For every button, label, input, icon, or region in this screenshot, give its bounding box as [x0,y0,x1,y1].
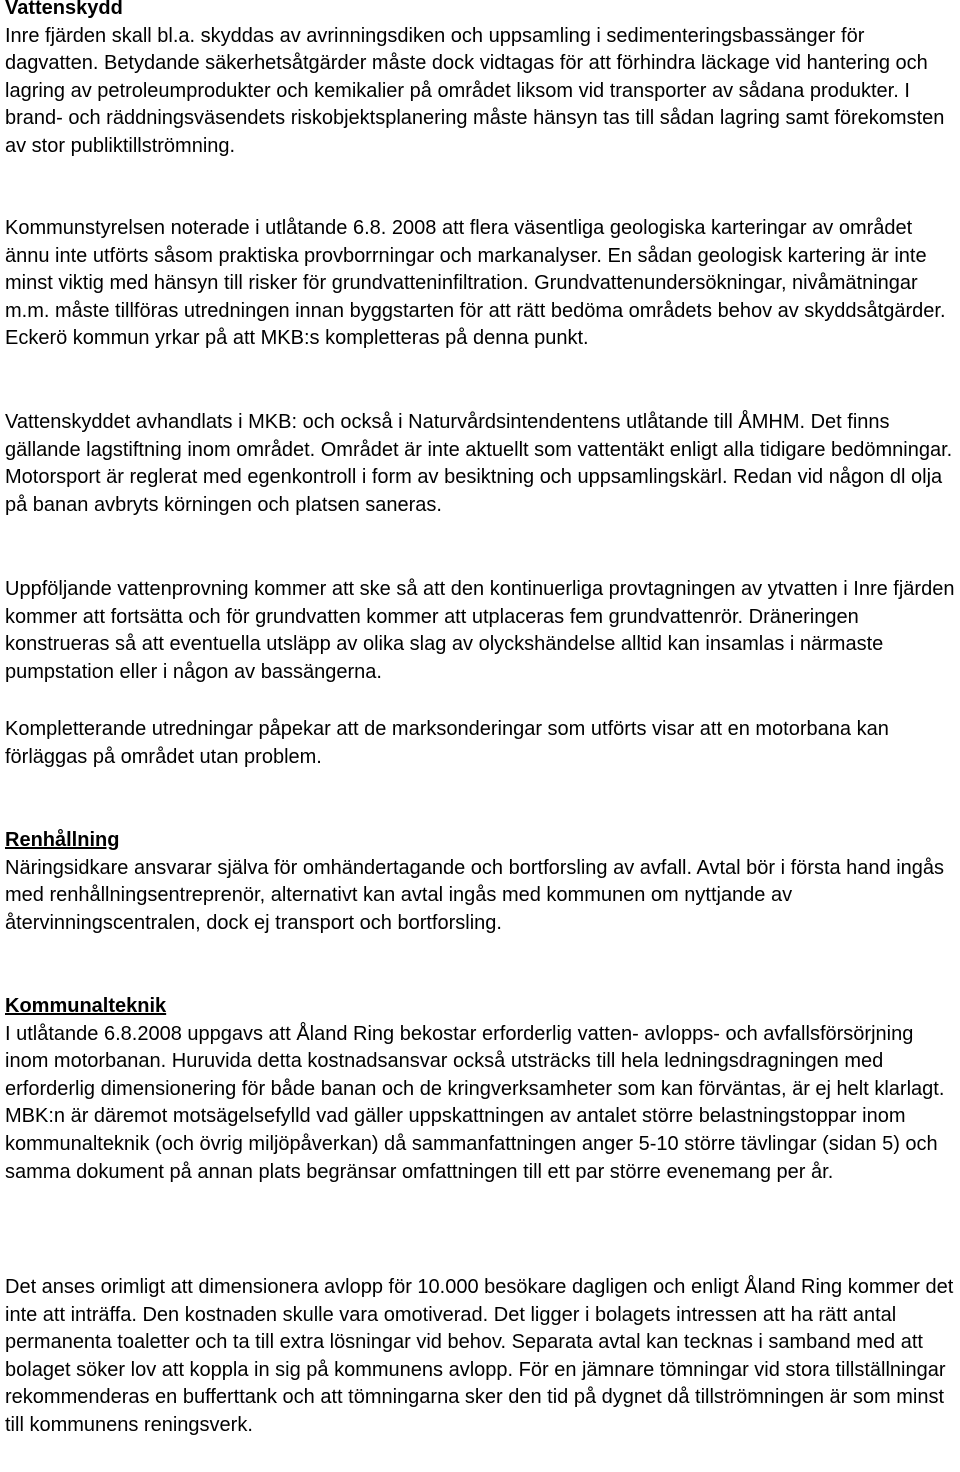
section-vattenskydd [5,0,957,161]
paragraph: I utlåtande 6.8.2008 uppgavs att Åland Ring bekostar erforderlig vatten- avlopps- och avfallsförsörjning inom motorbanan. Huruvida detta kostnadsansvar också utsträcks till hela ledningsdragningen med erforderlig dimensionering för både banan och de kringverksamheter som kan förväntas, är ej helt klarlagt. MBK:n är däremot motsägelsefylld vad gäller uppskattningen av antalet större belastningstoppar inom kommunalteknik (och övrig miljöpåverkan) då sammanfattningen anger 5-10 större tävlingar (sidan 5) och samma dokument på annan plats begränsar omfattningen till ett par större evenemang per år. [5,1022,945,1183]
section-kommunalteknik [5,993,957,1186]
paragraph: Uppföljande vattenprovning kommer att ske så att den kontinuerliga provtagningen av ytvatten i Inre fjärden kommer att fortsätta och för grundvatten kommer att utplaceras fem grundvattenrör. Dräneringen konstrueras så att eventuella utsläpp av olika slag av olyckshändelse alltid kan insamlas i närmaste pumpstation eller i någon av bassängerna. [5,578,955,683]
section-heading: Vattenskydd [5,0,123,19]
paragraph-block [5,576,957,686]
paragraph-block [5,409,957,519]
paragraph: Näringsidkare ansvarar själva för omhändertagande och bortforsling av avfall. Avtal bör i första hand ingås med renhållningsentreprenör, alternativt kan avtal ingås med kommunen om nyttjande av återvinningscentralen, dock ej transport och bortforsling. [5,856,945,934]
paragraph-block [5,1274,957,1440]
paragraph-block [5,716,957,771]
paragraph: Vattenskyddet avhandlats i MKB: och också i Naturvårdsintendentens utlåtande till ÅMHM. Det finns gällande lagstiftning inom området. Området är inte aktuellt som vattentäkt enligt alla tidigare bedömningar. Motorsport är reglerat med egenkontroll i form av besiktning och uppsamlingskärl. Redan vid någon dl olja på banan avbryts körningen och platsen saneras. [5,411,953,516]
paragraph: Inre fjärden skall bl.a. skyddas av avrinningsdiken och uppsamling i sedimenteringsbassänger för dagvatten. Betydande säkerhetsåtgärder måste dock vidtagas för att förhindra läckage vid hantering och lagring av petroleumprodukter och kemikalier på området liksom vid transporter av sådana produkter. I brand- och räddningsväsendets riskobjektsplanering måste hänsyn tas till sådan lagring samt förekomsten av stor publiktillströmning. [5,24,945,157]
section-heading: Renhållning [5,829,120,851]
section-renhallning [5,827,957,937]
paragraph: Kommunstyrelsen noterade i utlåtande 6.8. 2008 att flera väsentliga geologiska karteringar av området ännu inte utförts såsom praktiska provborrningar och markanalyser. En sådan geologisk kartering är inte minst viktig med hänsyn till risker för grundvatteninfiltration. Grundvattenundersökningar, nivåmätningar m.m. måste tillföras utredningen innan byggstarten för att rätt bedöma områdets behov av skyddsåtgärder. Eckerö kommun yrkar på att MKB:s kompletteras på denna punkt. [5,217,946,350]
section-heading: Kommunalteknik [5,995,167,1017]
paragraph: Det anses orimligt att dimensionera avlopp för 10.000 besökare dagligen och enligt Åland Ring kommer det inte att inträffa. Den kostnaden skulle vara omotiverad. Det ligger i bolagets intressen att ha rätt antal permanenta toaletter och ta till extra lösningar vid behov. Separata avtal kan tecknas i samband med att bolaget söker lov att koppla in sig på kommunens avlopp. För en jämnare tömningar vid stora tillställningar rekommenderas en bufferttank och att tömningarna sker den tid på dygnet då tillströmningen är som minst till kommunens reningsverk. [5,1276,954,1436]
paragraph-block [5,215,957,353]
paragraph: Kompletterande utredningar påpekar att de marksonderingar som utförts visar att en motorbana kan förläggas på området utan problem. [5,718,889,768]
